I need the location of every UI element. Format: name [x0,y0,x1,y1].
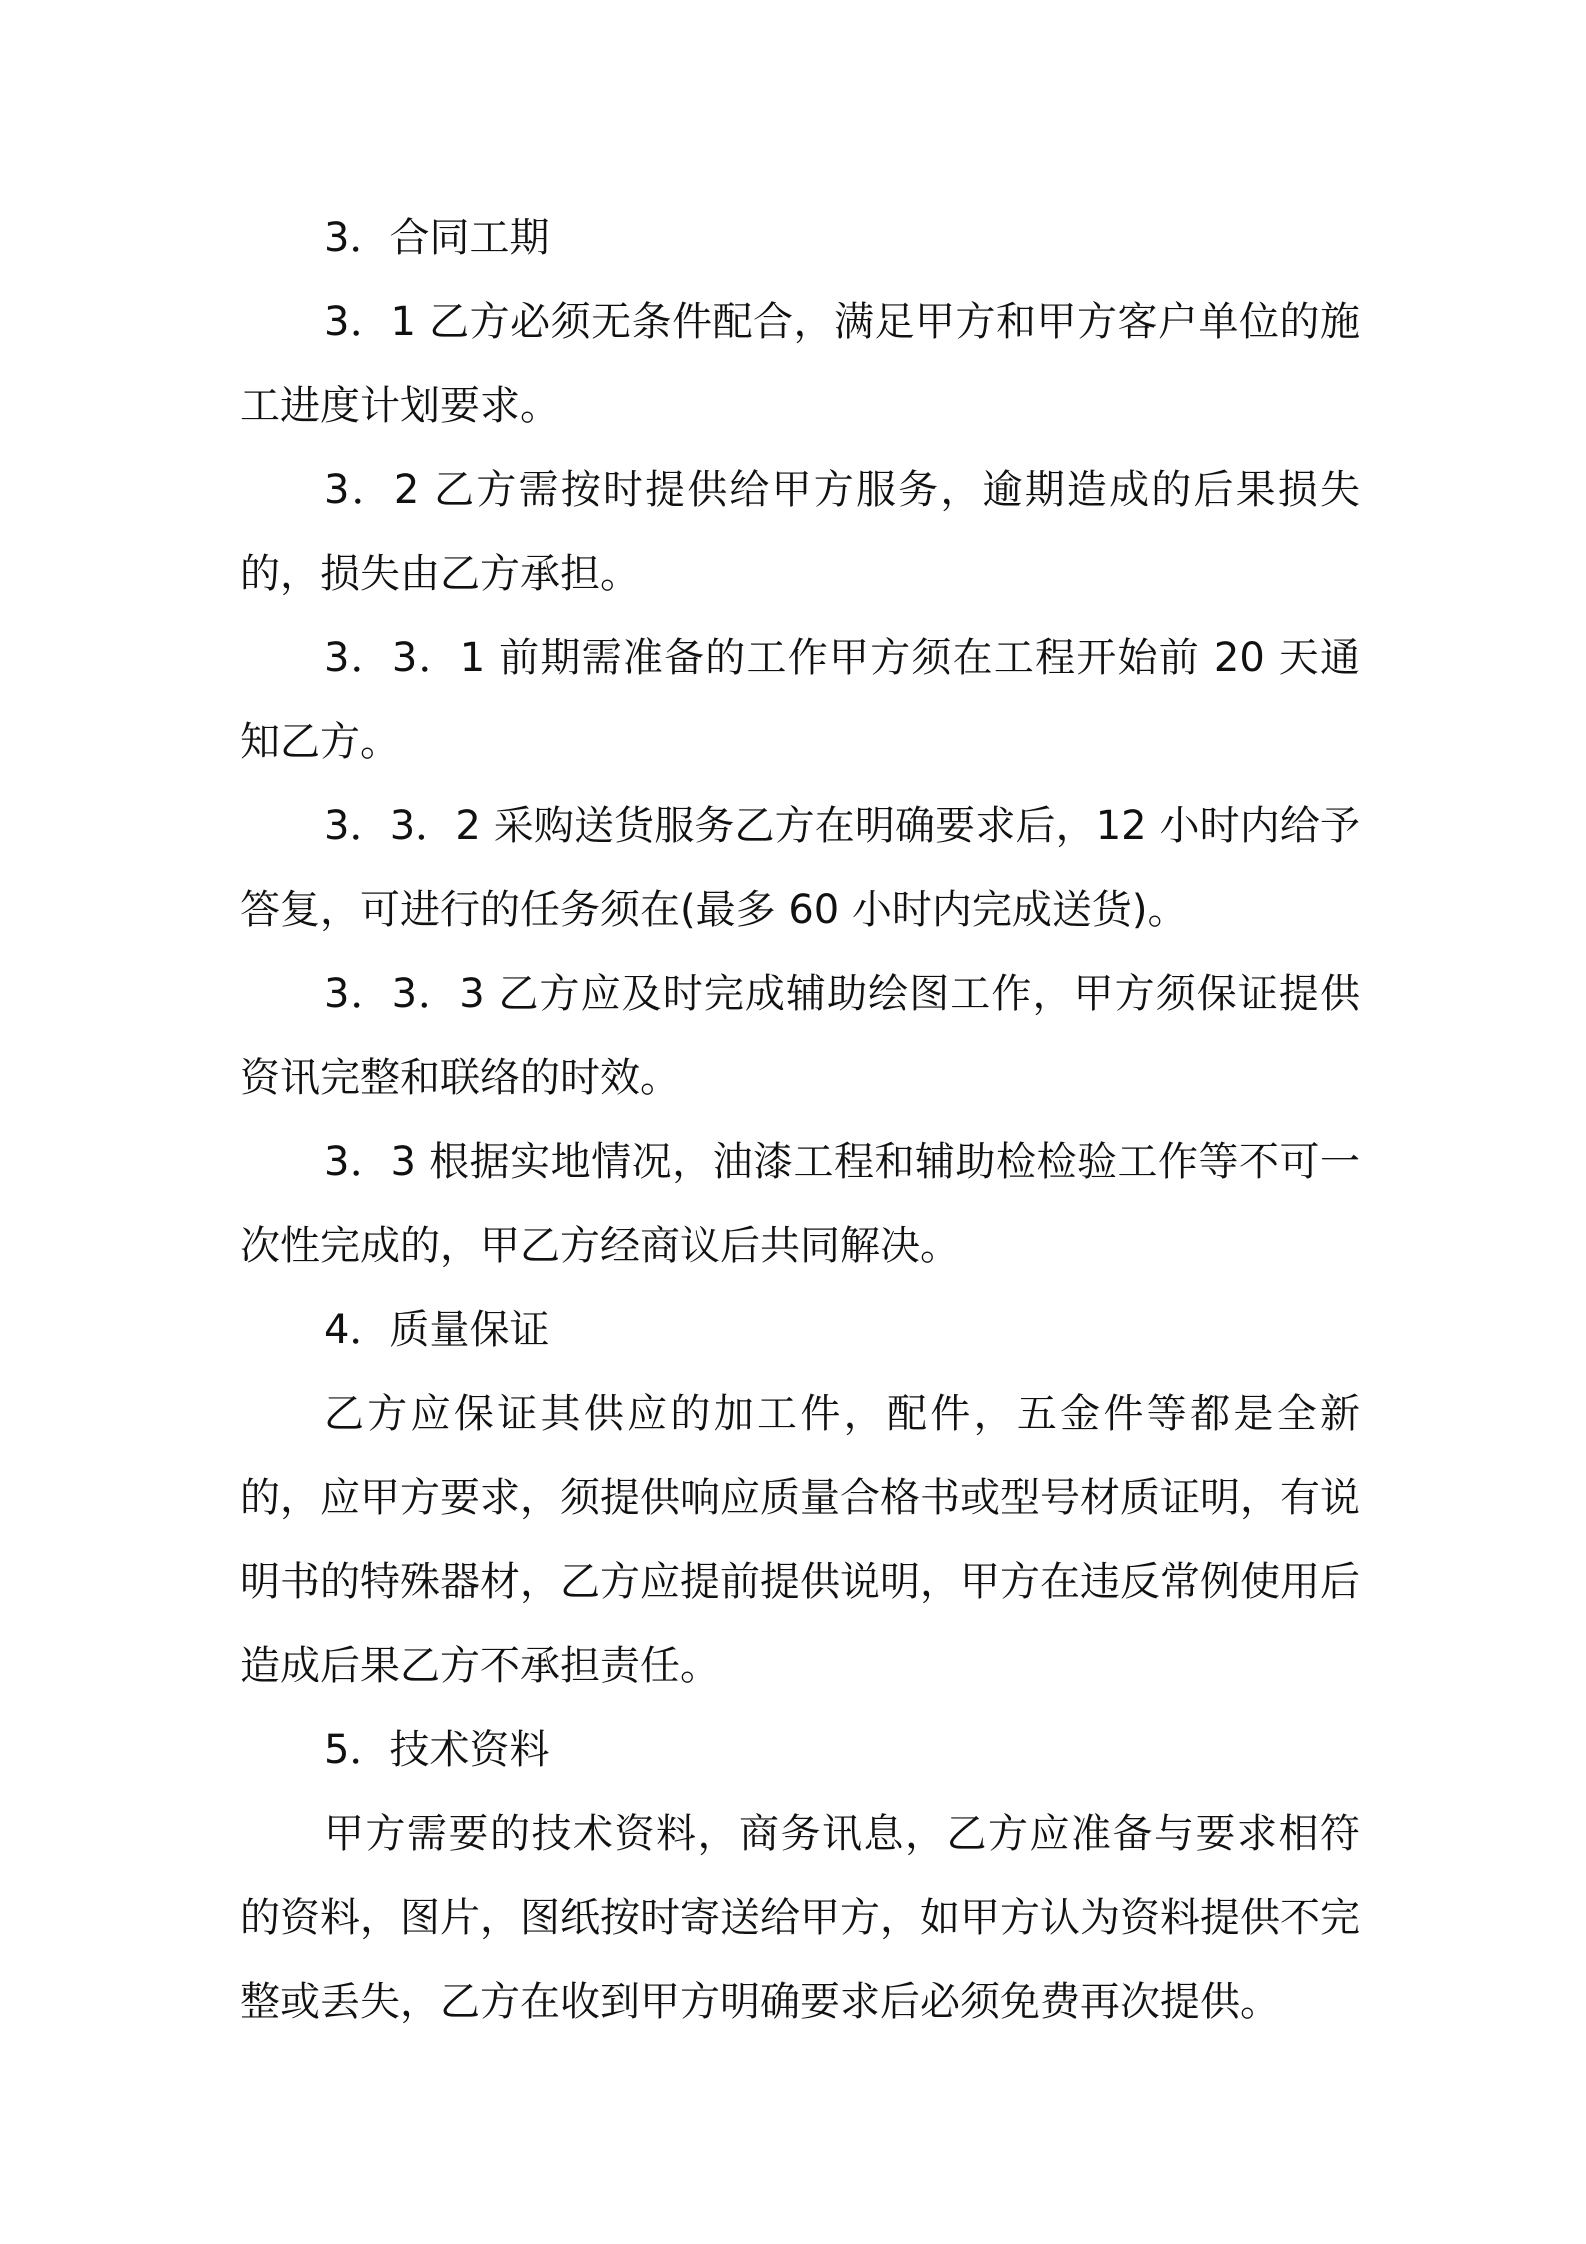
clause-3-3-2: 3．3．2 采购送货服务乙方在明确要求后，12 小时内给予答复，可进行的任务须在(最多 60 小时内完成送货)。 [240,803,1360,933]
clause-3-3: 3．3 根据实地情况，油漆工程和辅助检检验工作等不可一次性完成的，甲乙方经商议后共同解决。 [240,1139,1360,1269]
clause-3-3-3: 3．3．3 乙方应及时完成辅助绘图工作，甲方须保证提供资讯完整和联络的时效。 [240,971,1360,1101]
clause-3-2: 3．2 乙方需按时提供给甲方服务，逾期造成的后果损失的，损失由乙方承担。 [240,467,1360,597]
quality-assurance-paragraph: 乙方应保证其供应的加工件，配件，五金件等都是全新的，应甲方要求，须提供响应质量合格书或型号材质证明，有说明书的特殊器材，乙方应提前提供说明，甲方在违反常例使用后造成后果乙方不承担责任。 [240,1391,1360,1689]
clause-3-1: 3．1 乙方必须无条件配合，满足甲方和甲方客户单位的施工进度计划要求。 [240,299,1360,429]
section-heading-contract-period: 3．合同工期 [324,215,550,261]
section-heading-technical-data: 5．技术资料 [324,1727,550,1773]
section-heading-quality-assurance: 4．质量保证 [324,1307,550,1353]
clause-3-3-1: 3．3．1 前期需准备的工作甲方须在工程开始前 20 天通知乙方。 [240,635,1360,765]
technical-data-paragraph: 甲方需要的技术资料，商务讯息，乙方应准备与要求相符的资料，图片，图纸按时寄送给甲方，如甲方认为资料提供不完整或丢失，乙方在收到甲方明确要求后必须免费再次提供。 [240,1811,1360,2025]
document-body [240,196,1360,2044]
